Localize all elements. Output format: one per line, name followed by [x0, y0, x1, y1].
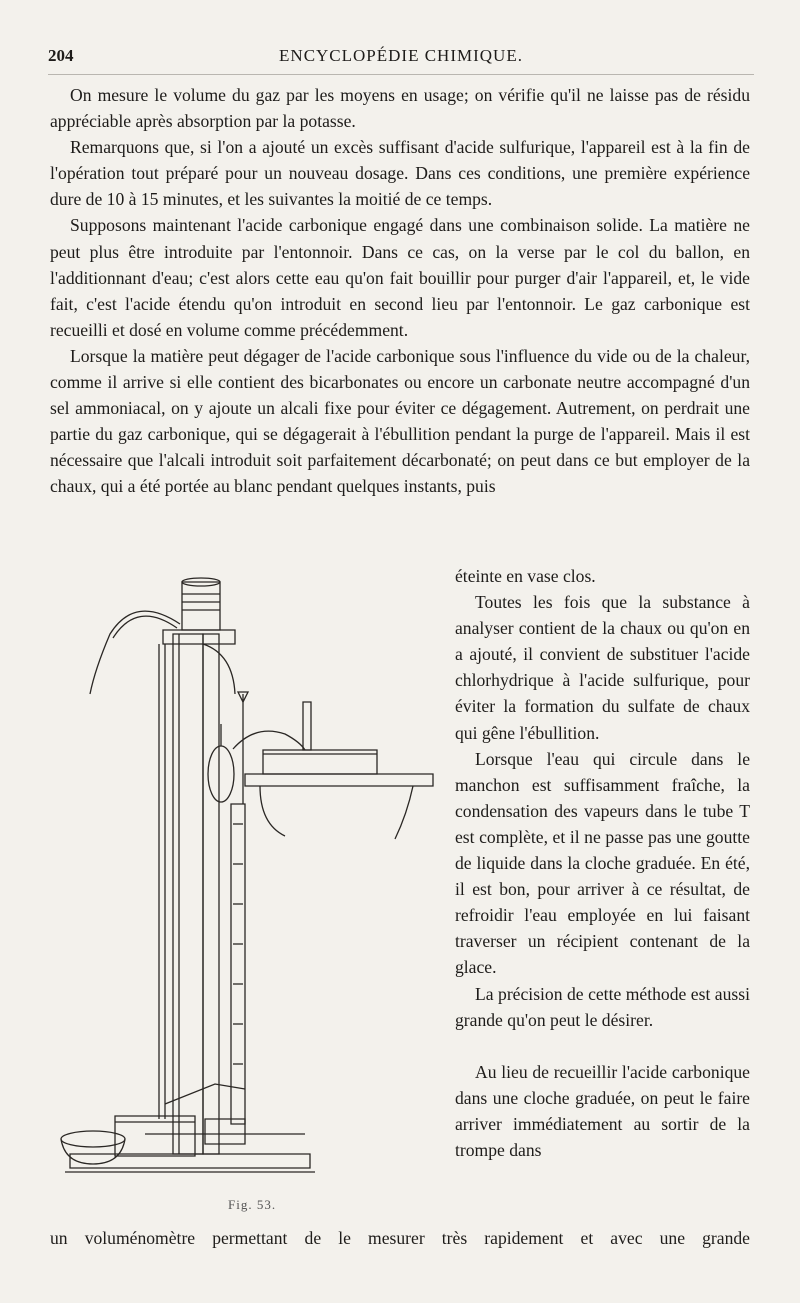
paragraph: Au lieu de recueillir l'acide carbonique dans une cloche graduée, on peut le faire arriver immédiatement au sortir de la trompe dans	[455, 1061, 750, 1160]
separatory-bulb	[208, 746, 234, 802]
top-jar	[182, 582, 220, 630]
stand-side	[203, 634, 219, 1154]
paragraph: La précision de cette méthode est aussi grande qu'on peut le désirer.	[455, 983, 750, 1030]
paragraph: Toutes les fois que la substance à analyser contient de la chaux ou qu'on en a ajouté, il convient de substituer l'acide chlorhydrique à l'acide sulfurique, pour éviter la formation du sulfate de chaux qui gêne l'ébullition.	[455, 592, 750, 743]
paragraph: Lorsque l'eau qui circule dans le manchon est suffisamment fraîche, la condensation des vapeurs dans le tube T est complète, et il ne passe pas une goutte de liquide dans la cloche graduée. En été, il est bon, pour arriver à ce résultat, de refroidir l'eau employée en lui faisant traverser un récipient contenant de la glace.	[455, 748, 750, 978]
side-shelf	[245, 774, 433, 786]
paragraph-continuation: éteinte en vase clos.	[455, 566, 596, 586]
bottom-line: un voluménomètre permettant de le mesurer très rapidement et avec une grande	[50, 1228, 750, 1248]
paragraph-gap	[455, 1033, 750, 1059]
right-column-text	[455, 563, 750, 1163]
shelf-bracket-right	[395, 786, 413, 839]
apparatus-figure	[55, 574, 445, 1209]
paragraph: Remarquons que, si l'on a ajouté un excès suffisant d'acide sulfurique, l'appareil est à la fin de l'opération tout préparé pour un nouveau dosage. Dans ces conditions, une première expérience dure de 10 à 15 minutes, et les suivantes la moitié de ce temps.	[50, 137, 750, 210]
rubber-tube	[90, 611, 180, 694]
graduated-cloche	[231, 804, 245, 1124]
page-header	[48, 44, 754, 75]
paragraph: Lorsque la matière peut dégager de l'acide carbonique sous l'influence du vide ou de la chaleur, comme il arrive si elle contient des bicarbonates ou encore un carbonate neutre accompagné d'un sel ammoniacal, on y ajoute un alcali fixe pour éviter ce dégagement. Autrement, on perdrait une partie du gaz carbonique, qui se dégagerait à l'ébullition pendant la purge de l'appareil. Mais il est nécessaire que l'alcali introduit soit parfaitement décarbonaté; on peut dans ce but employer de la chaux, qui a été portée au blanc pendant quelques instants, puis	[50, 345, 750, 497]
vertical-rod	[303, 702, 311, 750]
lower-tube	[165, 1084, 245, 1104]
shelf-bracket-left	[260, 786, 285, 836]
paragraph: Supposons maintenant l'acide carbonique engagé dans une combinaison solide. La matière ne peut plus être introduite par l'entonnoir. Dans ce cas, on la verse par le col du ballon, en l'additionnant d'eau; c'est alors cette eau qu'on fait bouillir pour purger d'air l'appareil, et, le vide fait, c'est l'acide étendu qu'on introduit en second lieu par l'entonnoir. Le gaz carbonique est recueilli et dosé en volume comme précédemment.	[50, 215, 750, 340]
page-number: 204	[48, 46, 74, 65]
full-width-text	[50, 82, 750, 500]
top-shelf	[163, 630, 235, 644]
lower-vessel	[205, 1119, 245, 1144]
bottom-text	[50, 1225, 750, 1251]
connecting-tube	[233, 731, 305, 750]
running-title: ENCYCLOPÉDIE CHIMIQUE.	[279, 46, 523, 65]
vertical-stand	[173, 634, 203, 1154]
paragraph: On mesure le volume du gaz par les moyens en usage; on vérifie qu'il ne laisse pas de résidu appréciable après absorption par la potasse.	[50, 85, 750, 132]
figure-caption: Fig. 53.	[228, 1197, 277, 1212]
